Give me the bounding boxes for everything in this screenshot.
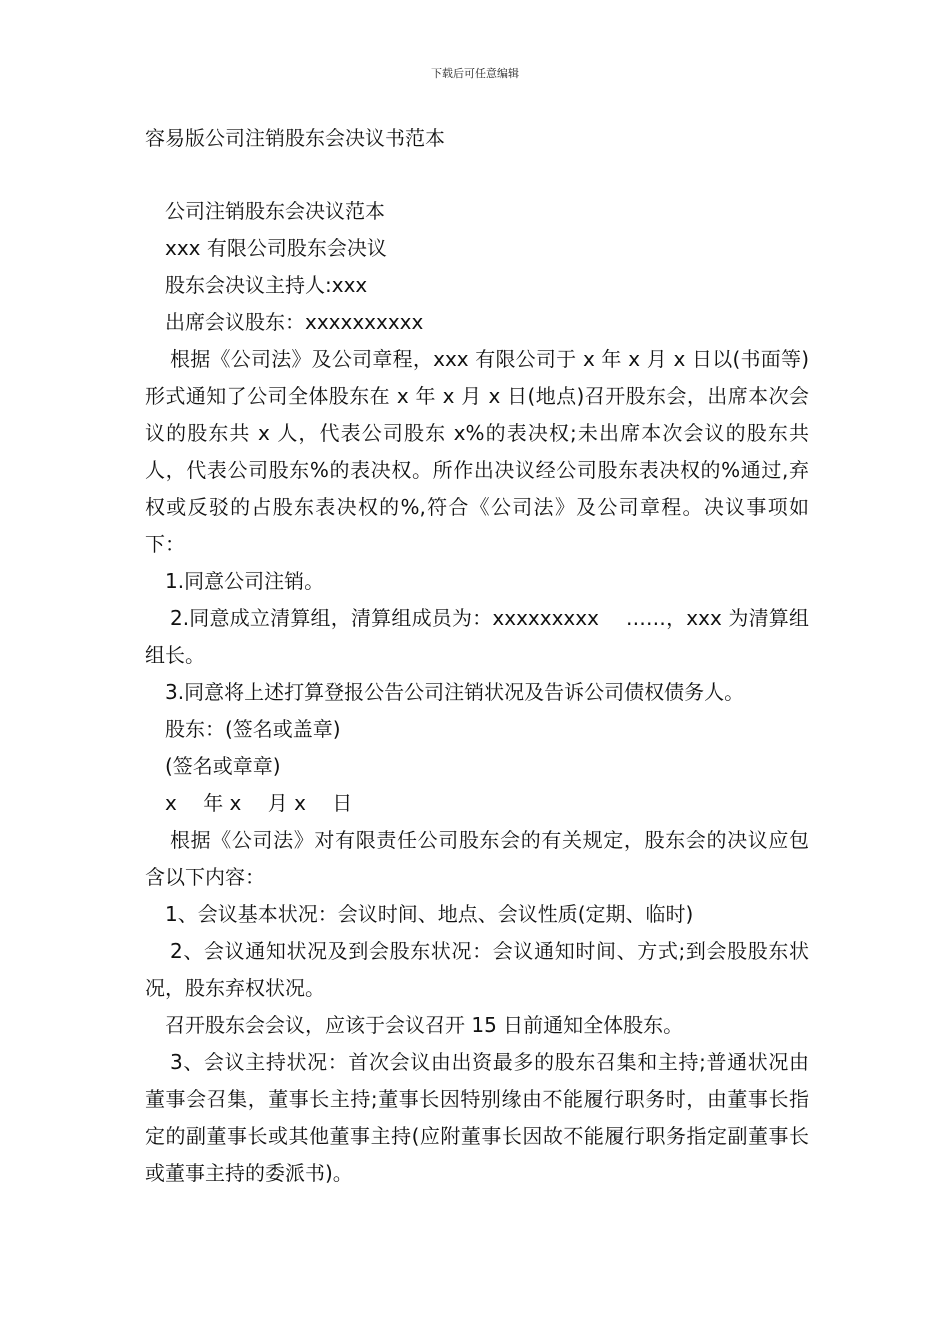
paragraph-seal: (签名或章章)	[165, 754, 281, 778]
header-note: 下载后可任意编辑	[431, 67, 519, 80]
paragraph-date: x 年 x 月 x 日	[165, 791, 353, 815]
paragraph-notice: 召开股东会会议，应该于会议召开 15 日前通知全体股东。	[165, 1013, 684, 1037]
paragraph-item-3: 3.同意将上述打算登报公告公司注销状况及告诉公司债权债务人。	[165, 680, 745, 704]
paragraph-host: 股东会决议主持人:xxx	[165, 273, 368, 297]
document-title: 容易版公司注销股东会决议书范本	[145, 126, 445, 150]
paragraph-content-2: 2、会议通知状况及到会股东状况：会议通知时间、方式;到会股股东状况，股东弃权状况。	[145, 939, 809, 1000]
paragraph-content-1: 1、会议基本状况：会议时间、地点、会议性质(定期、临时)	[165, 902, 694, 926]
document-body	[145, 193, 809, 1192]
paragraph-shareholder-signature: 股东：(签名或盖章)	[165, 717, 341, 741]
paragraph-item-2: 2.同意成立清算组，清算组成员为：xxxxxxxxx ……，xxx 为清算组组长。	[145, 606, 809, 667]
paragraph-basis: 根据《公司法》及公司章程，xxx 有限公司于 x 年 x 月 x 日以(书面等)形式通知了公司全体股东在 x 年 x 月 x 日(地点)召开股东会，出席本次会议的股东共 x 人，代表公司股东 x%的表决权;未出席本次会议的股东共人，代表公司股东%的表决权。所作出决议经公司股东表决权的%通过,弃权或反驳的占股东表决权的%,符合《公司法》及公司章程。决议事项如下：	[145, 347, 809, 556]
paragraph-subtitle: 公司注销股东会决议范本	[165, 199, 385, 223]
paragraph-item-1: 1.同意公司注销。	[165, 569, 325, 593]
paragraph-law-basis: 根据《公司法》对有限责任公司股东会的有关规定，股东会的决议应包含以下内容：	[145, 828, 809, 889]
paragraph-content-3: 3、会议主持状况：首次会议由出资最多的股东召集和主持;普通状况由董事会召集，董事长主持;董事长因特别缘由不能履行职务时，由董事长指定的副董事长或其他董事主持(应附董事长因故不能履行职务指定副董事长或董事主持的委派书)。	[145, 1050, 809, 1185]
paragraph-company-resolution: xxx 有限公司股东会决议	[165, 236, 387, 260]
paragraph-attendees: 出席会议股东：xxxxxxxxxx	[165, 310, 424, 334]
